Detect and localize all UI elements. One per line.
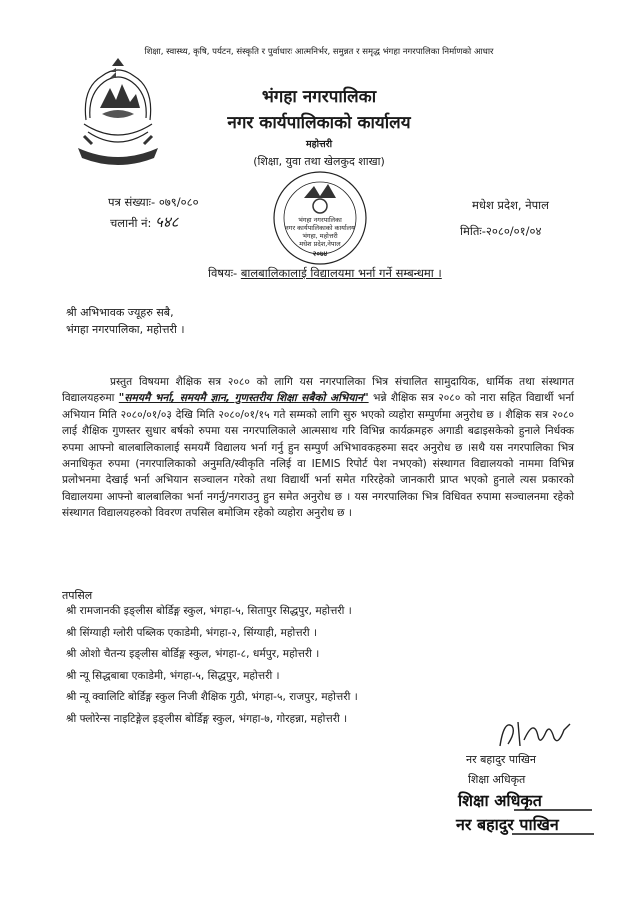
list-item: श्री न्यू क्वालिटि बोर्डिङ्ग स्कुल निजी शैक्षिक गुठी, भंगहा-५, राजपुर, महोत्तरी । — [66, 691, 358, 703]
school-list — [66, 601, 358, 730]
list-item: श्री फ्लोरेन्स नाइटिङ्गेल इङ्लीस बोर्डिङ्ग स्कुल, भंगहा-७, गोरहन्ना, महोत्तरी । — [66, 712, 348, 725]
body-paragraph — [62, 374, 574, 522]
list-item: श्री सिंग्याही ग्लोरी पब्लिक एकाडेमी, भंगहा-२, सिंग्याही, महोत्तरी । — [66, 626, 318, 639]
body-part-2: भन्ने शैक्षिक सत्र २०८० को नारा सहित विद्यार्थी भर्ना अभियान मिति २०८०/०१/०३ देखि मिति २०८०/०१/१५ गते सम्मको लागि सुरु भएको व्यहोरा सम्पुर्णमा अनुरोध छ । शैक्षिक सत्र २०८० लाई शैक्षिक गुणस्तर सुधार बर्षको रुपमा यस नगरपालिकाले आत्मसाथ गरि विभिन्न कार्यक्रमहरु अगाडी बढाइसकेको हुनाले निर्धक्क रुपमा आफ्नो बालबालिकालाई समयमैं विद्यालय भर्ना गर्नु हुन सम्पुर्ण अभिभावकहरुमा सदर अनुरोध छ ।सथै यस नगरपालिका भित्र अनाधिकृत रुपमा (नगरपालिकाको अनुमति/स्वीकृति नलिई वा IEMIS रिपोर्ट पेश नभएको) संस्थागत विद्यालयको नाममा विभिन्न प्रलोभनमा देखाई भर्ना अभियान सञ्चालन गरेको तथा विद्यार्थी भर्ना समेत गरिरहेको जानकारी प्राप्त भएको हुनाले त्यस प्रकारको विद्यालयमा आफ्नो बालबालिका भर्ना नगर्नु/नगराउनु हुन समेत अनुरोध छ । यस नगरपालिका भित्र विधिवत रुपामा सञ्चालनमा रहेको संस्थागत विद्यालयहरुको विवरण तपसिल बमोजिम रहेको व्यहोरा अनुरोध छ । — [62, 392, 574, 520]
subject-text: बालबालिकालाई विद्यालयमा भर्ना गर्ने सम्बन्धमा । — [240, 266, 442, 280]
signatory-name: नर बहादुर पाखिन — [466, 753, 536, 766]
letter-date-value: २०८०/०१/०४ — [485, 224, 542, 238]
signatory-title: शिक्षा अधिकृत — [468, 773, 526, 786]
seal-line-4: मधेश प्रदेश,नेपाल — [299, 240, 341, 248]
letter-date — [460, 224, 541, 239]
letter-number-value: ०७९/०८० — [158, 195, 199, 209]
stamp-line-1: शिक्षा अधिकृत — [458, 791, 542, 810]
campaign-slogan: "समयमै भर्ना, समयमै ज्ञान, गुणस्तरीय शिक्षा सबैको अभियान" — [118, 392, 369, 405]
list-item: श्री न्यू सिद्धबाबा एकाडेमी, भंगहा-५, सिद्धपुर, महोत्तरी । — [66, 669, 280, 682]
province-line: मधेश प्रदेश, नेपाल — [472, 198, 549, 212]
office-name: नगर कार्यपालिकाको कार्यालय — [227, 113, 411, 133]
seal-line-5: २०७४ — [312, 250, 328, 258]
branch-name: (शिक्षा, युवा तथा खेलकुद शाखा) — [253, 155, 385, 168]
letter-number-label: पत्र संख्याः- — [108, 195, 156, 209]
org-name: भंगहा नगरपालिका — [261, 87, 377, 107]
handwritten-signature — [494, 716, 574, 752]
seal-line-2: नगर कार्यपालिकाको कार्यालय — [285, 224, 355, 232]
tapsil-heading: तपसिल — [62, 589, 93, 602]
header-motto: शिक्षा, स्वास्थ्य, कृषि, पर्यटन, संस्कृति र पुर्वाधारः आत्मनिर्भर, समुन्नत र समृद्ध भंगहा नगरपालिका निर्माणको आधार — [144, 47, 494, 57]
body-part-1: प्रस्तुत विषयमा शैक्षिक सत्र २०८० को लागि यस नगरपालिका भित्र संचालित सामुदायिक, धार्मिक तथा संस्थागत विद्यालयहरुमा — [62, 376, 574, 405]
seal-line-1: भंगहा नगरपालिका — [298, 216, 342, 224]
dispatch-number-label: चलानी नं: — [110, 216, 152, 230]
seal-line-3: भंगहा, महोत्तरी — [302, 232, 338, 240]
official-seal — [270, 168, 370, 268]
subject-label: विषयः- — [208, 266, 238, 280]
dispatch-number-value: ५४८ — [155, 213, 179, 231]
district-name: महोत्तरी — [305, 139, 333, 150]
recipient-line-1: श्री अभिभावक ज्यूहरु सबै, — [66, 306, 174, 319]
letter-date-label: मितिः- — [460, 224, 486, 238]
name-stamp — [454, 788, 604, 836]
list-item: श्री रामजानकी इङ्लीस बोर्डिङ्ग स्कुल, भंगहा-५, सितापुर सिद्धपुर, महोत्तरी । — [66, 605, 352, 617]
letter-number — [108, 195, 199, 210]
subject-line — [208, 266, 442, 281]
recipient-line-2: भंगहा नगरपालिका, महोत्तरी । — [66, 323, 185, 336]
stamp-line-2: नर बहादुर पाखिन — [456, 815, 559, 834]
list-item: श्री ओशो चैतन्य इङ्लीस बोर्डिङ्ग स्कुल, भंगहा-८, धर्मपुर, महोत्तरी । — [66, 648, 320, 660]
dispatch-number — [110, 212, 178, 232]
